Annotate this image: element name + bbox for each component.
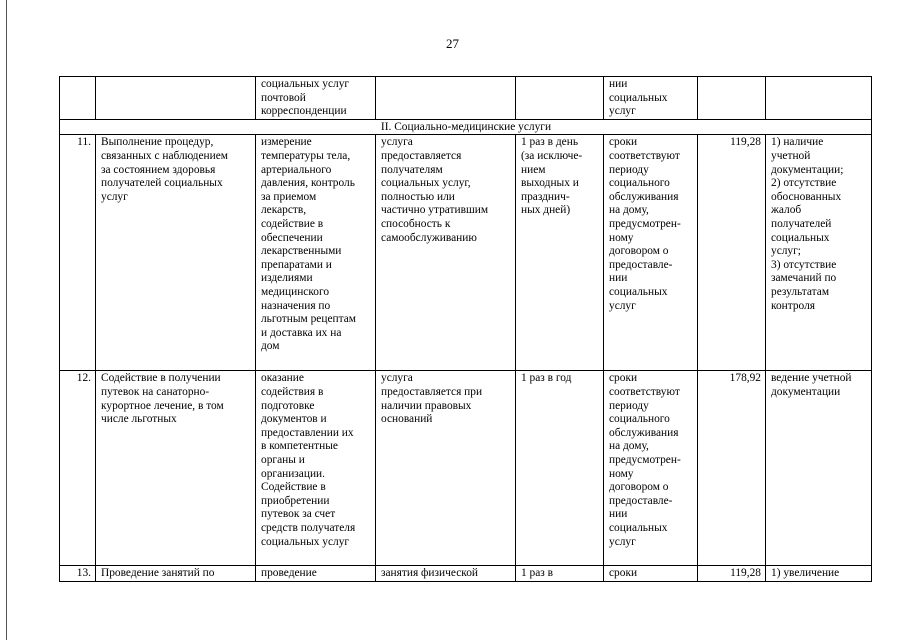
text-line: Содействие в получении	[101, 372, 221, 385]
text-line: соответствуют	[609, 385, 680, 398]
text-line: нием	[521, 163, 546, 176]
table-row-continuation	[60, 77, 872, 120]
text-line: замечаний по	[771, 272, 837, 285]
text-line: нии	[609, 78, 628, 90]
cell-quality	[766, 371, 872, 566]
text-line: содействие в	[261, 217, 324, 230]
page-left-edge	[6, 0, 7, 640]
text-line: средств получателя	[261, 521, 356, 534]
text-line: обслуживания	[609, 190, 679, 203]
text-line: 1) увеличение	[771, 567, 840, 580]
text-line: предоставляется при	[381, 385, 483, 398]
text-line: давления, контроль	[261, 177, 355, 190]
text-line: социальных	[609, 521, 668, 534]
text-line: сроки	[609, 567, 638, 580]
text-line: социального	[609, 177, 670, 190]
text-line: дом	[261, 340, 280, 353]
text-line: путевок на санаторно-	[101, 385, 210, 398]
text-line: ведение учетной	[771, 372, 852, 385]
text-line: числе льготных	[101, 413, 177, 426]
cell-content	[256, 371, 376, 566]
text-line: Выполнение процедур,	[101, 136, 214, 149]
text-line: оказание	[261, 372, 304, 385]
cell-conditions	[376, 135, 516, 371]
cell-price: 178,92	[698, 371, 766, 566]
cell-quality	[766, 566, 872, 582]
cell-conditions	[376, 566, 516, 582]
cell-content	[256, 135, 376, 371]
cell-num	[60, 77, 96, 120]
text-line: почтовой	[261, 91, 306, 104]
cell-content	[256, 566, 376, 582]
text-line: нии	[609, 508, 628, 521]
text-line: предоставлении их	[261, 426, 354, 439]
text-line: и доставка их на	[261, 326, 342, 339]
text-line: 1) наличие	[771, 136, 824, 149]
text-line: соответствуют	[609, 149, 680, 162]
text-line: периоду	[609, 399, 649, 412]
text-line: социальных услуг	[261, 78, 350, 90]
text-line: Проведение занятий по	[101, 567, 215, 580]
text-line: договором о	[609, 245, 669, 258]
cell-num: 13.	[60, 566, 96, 582]
text-line: предусмотрен-	[609, 217, 681, 230]
text-line: лекарственными	[261, 245, 342, 258]
text-line: самообслуживанию	[381, 231, 477, 244]
text-line: подготовке	[261, 399, 315, 412]
cell-price	[698, 77, 766, 120]
cell-terms	[604, 566, 698, 582]
text-line: путевок за счет	[261, 508, 336, 521]
text-line: назначения по	[261, 299, 331, 312]
text-line: учетной	[771, 149, 811, 162]
table-row	[60, 371, 872, 566]
text-line: частично утратившим	[381, 204, 489, 217]
text-line: контроля	[771, 299, 816, 312]
text-line: документации	[771, 385, 841, 398]
cell-quality	[766, 77, 872, 120]
text-line: предоставле-	[609, 258, 673, 271]
text-line: сроки	[609, 372, 638, 385]
text-line: предоставле-	[609, 494, 673, 507]
text-line: измерение	[261, 136, 312, 149]
cell-terms	[604, 371, 698, 566]
text-line: организации.	[261, 467, 325, 480]
text-line: сроки	[609, 136, 638, 149]
text-line: препаратами и	[261, 258, 332, 271]
text-line: выходных и	[521, 177, 579, 190]
text-line: услуга	[381, 136, 413, 149]
text-line: договором о	[609, 481, 669, 494]
text-line: способность к	[381, 217, 451, 230]
text-line: периоду	[609, 163, 649, 176]
text-line: обеспечении	[261, 231, 323, 244]
text-line: празднич-	[521, 190, 570, 203]
cell-frequency	[516, 135, 604, 371]
text-line: документации;	[771, 163, 844, 176]
cell-conditions	[376, 77, 516, 120]
text-line: изделиями	[261, 272, 313, 285]
cell-num: 11.	[60, 135, 96, 371]
cell-name	[96, 77, 256, 120]
text-line: ному	[609, 467, 634, 480]
text-line: наличии правовых	[381, 399, 472, 412]
cell-name	[96, 566, 256, 582]
cell-terms	[604, 135, 698, 371]
text-line: получателям	[381, 163, 443, 176]
table-row	[60, 566, 872, 582]
table-row	[60, 135, 872, 371]
text-line: социальных	[609, 285, 668, 298]
cell-frequency	[516, 371, 604, 566]
cell-name	[96, 371, 256, 566]
cell-price: 119,28	[698, 566, 766, 582]
text-line: услуг	[609, 105, 636, 118]
text-line: ных дней)	[521, 204, 571, 217]
text-line: социальных услуг,	[381, 177, 471, 190]
text-line: услуг	[101, 190, 128, 203]
text-line: льготным рецептам	[261, 313, 356, 326]
section-title: II. Социально-медицинские услуги	[60, 119, 872, 135]
page-number: 27	[446, 36, 459, 51]
cell-content	[256, 77, 376, 120]
text-line: результатам	[771, 285, 830, 298]
text-line: на дому,	[609, 440, 649, 453]
text-line: обслуживания	[609, 426, 679, 439]
text-line: жалоб	[771, 204, 802, 217]
text-line: (за исключе-	[521, 149, 583, 162]
text-line: документов и	[261, 413, 327, 426]
cell-frequency	[516, 77, 604, 120]
text-line: содействия в	[261, 385, 324, 398]
text-line: органы и	[261, 453, 305, 466]
text-line: 2) отсутствие	[771, 177, 837, 190]
text-line: услуга	[381, 372, 413, 385]
text-line: проведение	[261, 567, 317, 580]
text-line: 1 раз в день	[521, 136, 579, 149]
text-line: 1 раз в год	[521, 372, 572, 385]
cell-conditions	[376, 371, 516, 566]
cell-terms	[604, 77, 698, 120]
section-header-row	[60, 119, 872, 135]
text-line: в компетентные	[261, 440, 338, 453]
cell-name	[96, 135, 256, 371]
text-line: приобретении	[261, 494, 330, 507]
text-line: за состоянием здоровья	[101, 163, 216, 176]
cell-price: 119,28	[698, 135, 766, 371]
text-line: лекарств,	[261, 204, 307, 217]
text-line: услуг	[609, 299, 636, 312]
text-line: социальных	[771, 231, 830, 244]
text-line: социальных услуг	[261, 535, 350, 548]
text-line: 1 раз в	[521, 567, 554, 580]
text-line: ному	[609, 231, 634, 244]
text-line: температуры тела,	[261, 149, 351, 162]
text-line: нии	[609, 272, 628, 285]
cell-num: 12.	[60, 371, 96, 566]
text-line: медицинского	[261, 285, 330, 298]
text-line: получателей социальных	[101, 177, 223, 190]
text-line: за приемом	[261, 190, 317, 203]
text-line: получателей	[771, 217, 832, 230]
text-line: предусмотрен-	[609, 453, 681, 466]
text-line: связанных с наблюдением	[101, 149, 228, 162]
text-line: на дому,	[609, 204, 649, 217]
cell-frequency	[516, 566, 604, 582]
text-line: 3) отсутствие	[771, 258, 837, 271]
text-line: полностью или	[381, 190, 455, 203]
services-table	[59, 76, 872, 582]
text-line: корреспонденции	[261, 105, 347, 118]
text-line: услуг	[609, 535, 636, 548]
text-line: артериального	[261, 163, 332, 176]
text-line: занятия физической	[381, 567, 478, 580]
text-line: оснований	[381, 413, 433, 426]
text-line: Содействие в	[261, 481, 326, 494]
text-line: социального	[609, 413, 670, 426]
text-line: предоставляется	[381, 149, 462, 162]
cell-quality	[766, 135, 872, 371]
text-line: обоснованных	[771, 190, 842, 203]
text-line: курортное лечение, в том	[101, 399, 224, 412]
text-line: услуг;	[771, 245, 801, 258]
text-line: социальных	[609, 91, 668, 104]
